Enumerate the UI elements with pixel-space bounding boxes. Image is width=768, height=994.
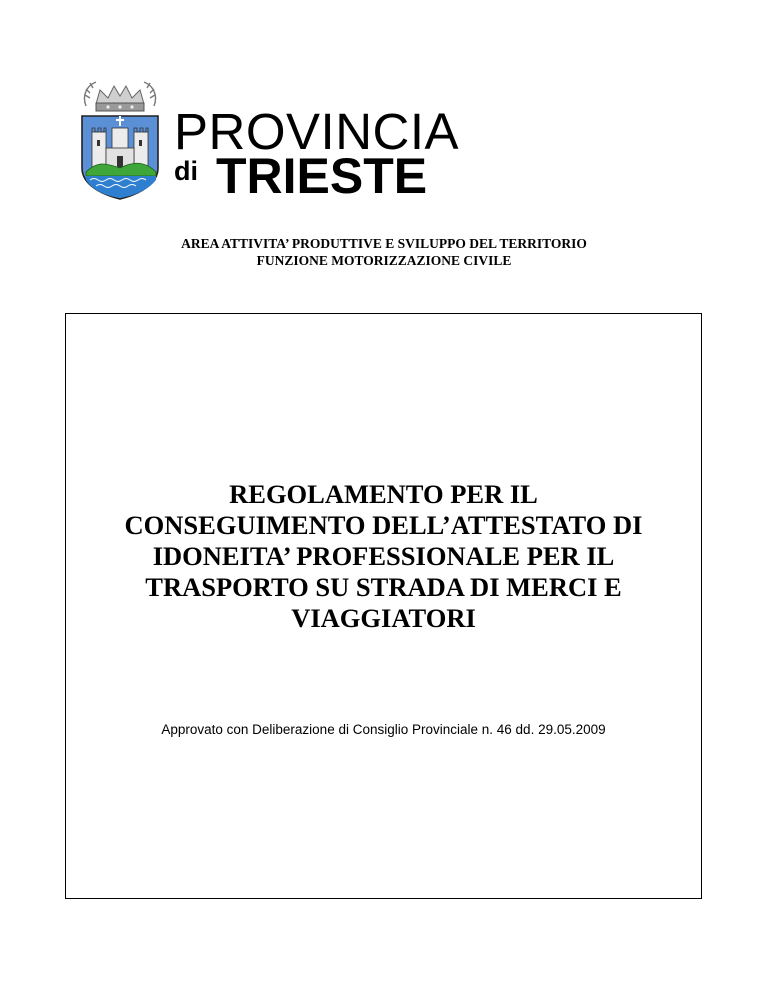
title-line: TRASPORTO SU STRADA DI MERCI E — [145, 572, 622, 602]
title-line: CONSEGUIMENTO DELL’ATTESTATO DI — [124, 510, 643, 540]
province-logo — [78, 76, 460, 204]
title-line: IDONEITA’ PROFESSIONALE PER IL — [152, 541, 615, 571]
document-title — [66, 479, 701, 634]
approval-note: Approvato con Deliberazione di Consiglio Provinciale n. 46 dd. 29.05.2009 — [161, 722, 606, 737]
department-heading — [0, 235, 768, 269]
department-function-line: FUNZIONE MOTORIZZAZIONE CIVILE — [256, 253, 512, 268]
logo-word-trieste: TRIESTE — [216, 148, 428, 204]
title-line: VIAGGIATORI — [291, 603, 476, 633]
title-line: REGOLAMENTO PER IL — [229, 479, 538, 509]
coat-of-arms-icon — [78, 76, 162, 200]
title-frame — [65, 313, 702, 899]
logo-word-provincia: PROVINCIA — [174, 103, 460, 160]
logo-word-di: di — [174, 156, 198, 186]
department-area-line: AREA ATTIVITA’ PRODUTTIVE E SVILUPPO DEL TERRITORIO — [181, 236, 587, 251]
